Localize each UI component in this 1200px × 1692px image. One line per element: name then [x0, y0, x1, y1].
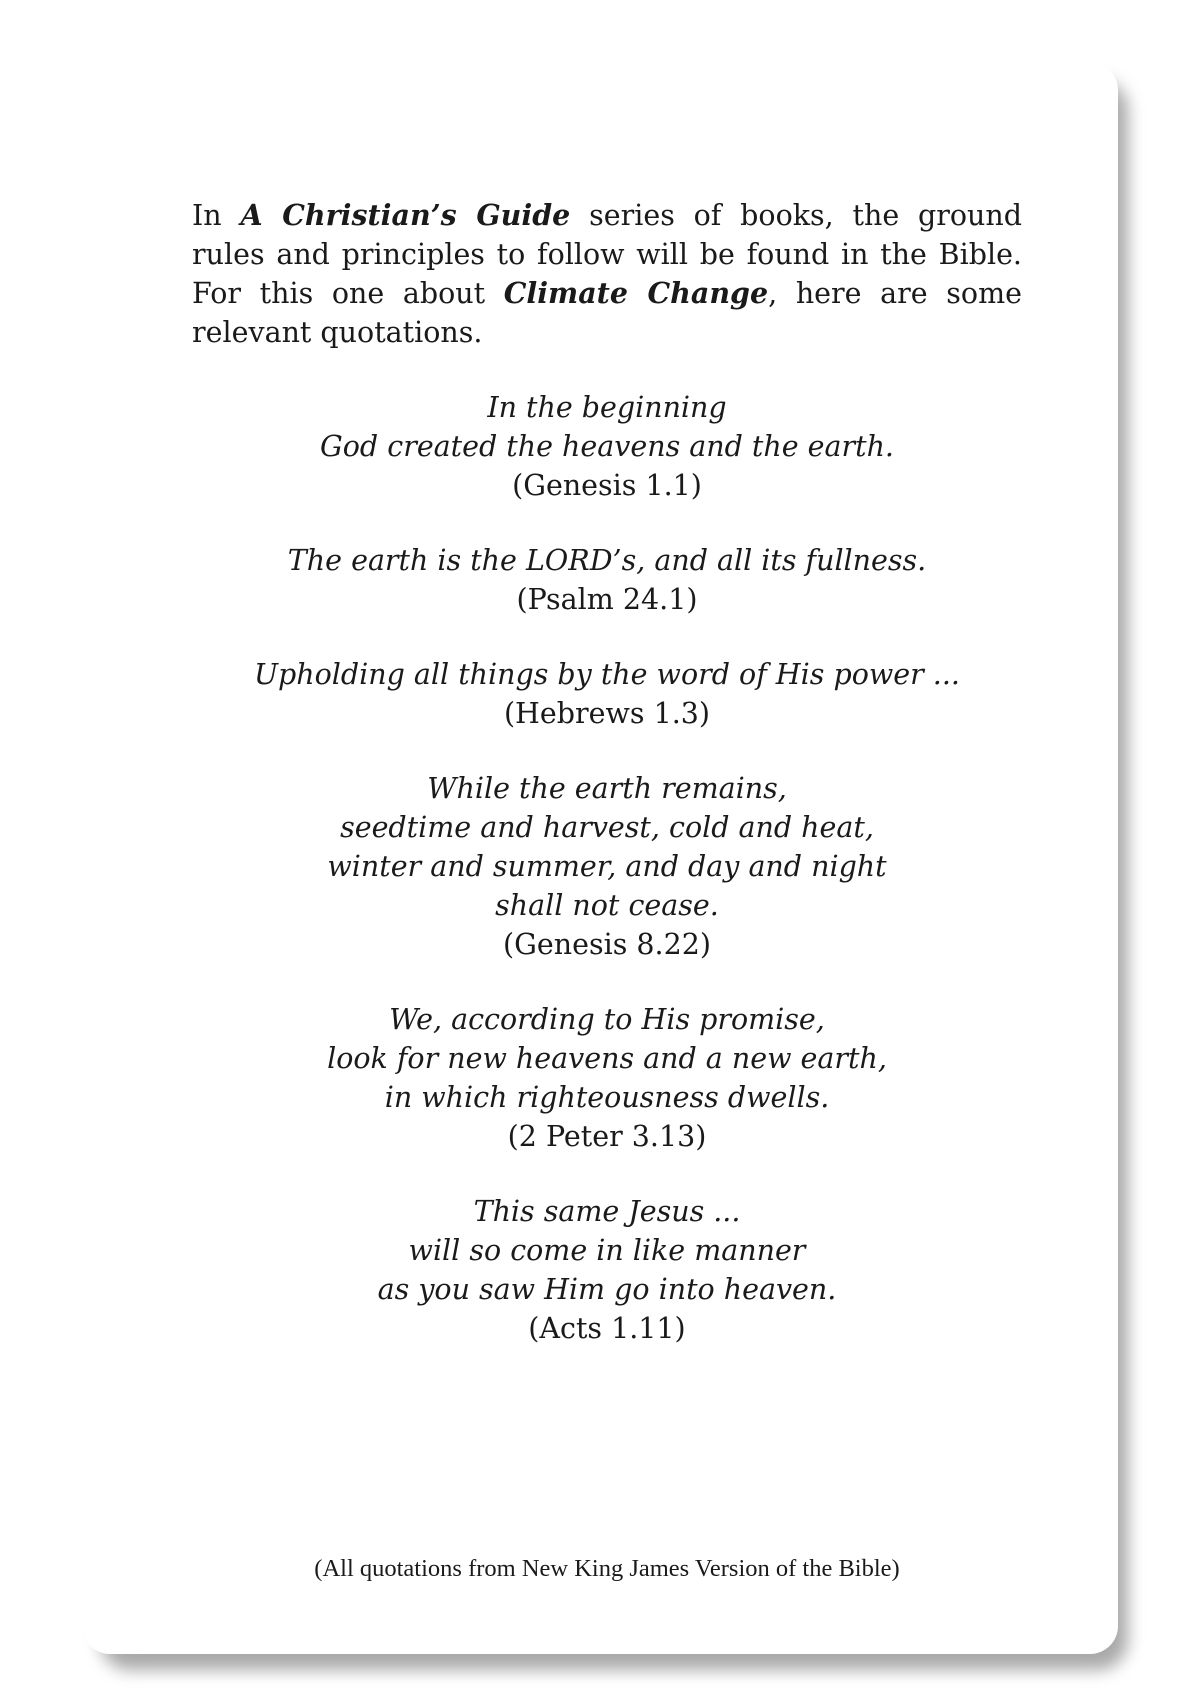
- book-topic: Climate Change: [503, 276, 769, 310]
- quote-line: We, according to His promise,: [389, 1003, 825, 1036]
- quotation: [192, 1192, 1022, 1348]
- quote-reference: (2 Peter 3.13): [507, 1120, 707, 1153]
- quote-line: will so come in like manner: [408, 1234, 806, 1267]
- quotation: [192, 1000, 1022, 1156]
- quote-line: in which righteousness dwells.: [384, 1081, 830, 1114]
- quote-line: This same Jesus ...: [473, 1195, 741, 1228]
- quote-line: The earth is the LORD’s, and all its fullness.: [287, 544, 927, 577]
- intro-text-3: , here are some relevant quotations.: [192, 277, 1022, 349]
- quote-line: God created the heavens and the earth.: [320, 430, 894, 463]
- quote-line: look for new heavens and a new earth,: [327, 1042, 887, 1075]
- intro-text-2: series of books, the ground rules and principles to follow will be found in the Bible. For this one about: [192, 199, 1022, 310]
- quote-line: Upholding all things by the word of His power ...: [254, 658, 960, 691]
- quote-reference: (Genesis 1.1): [512, 469, 702, 502]
- quote-reference: (Psalm 24.1): [516, 583, 698, 616]
- series-title: A Christian’s Guide: [240, 198, 571, 232]
- quotation: [192, 655, 1022, 733]
- quote-reference: (Hebrews 1.3): [503, 697, 711, 730]
- quote-reference: (Genesis 8.22): [503, 928, 711, 961]
- intro-paragraph: [192, 196, 1022, 352]
- quotations: [192, 388, 1022, 1348]
- intro-text-1: In: [192, 199, 241, 232]
- page-content: [192, 196, 1022, 1582]
- quotation: [192, 769, 1022, 964]
- quote-line: seedtime and harvest, cold and heat,: [340, 811, 874, 844]
- quotation: [192, 388, 1022, 505]
- quote-line: as you saw Him go into heaven.: [377, 1273, 837, 1306]
- quote-line: While the earth remains,: [427, 772, 787, 805]
- quote-reference: (Acts 1.11): [528, 1312, 686, 1345]
- quote-line: In the beginning: [487, 391, 727, 424]
- page: [82, 62, 1118, 1654]
- quotation: [192, 541, 1022, 619]
- quote-line: winter and summer, and day and night: [327, 850, 887, 883]
- quote-line: shall not cease.: [495, 889, 719, 922]
- footnote: (All quotations from New King James Version of the Bible): [314, 1555, 900, 1582]
